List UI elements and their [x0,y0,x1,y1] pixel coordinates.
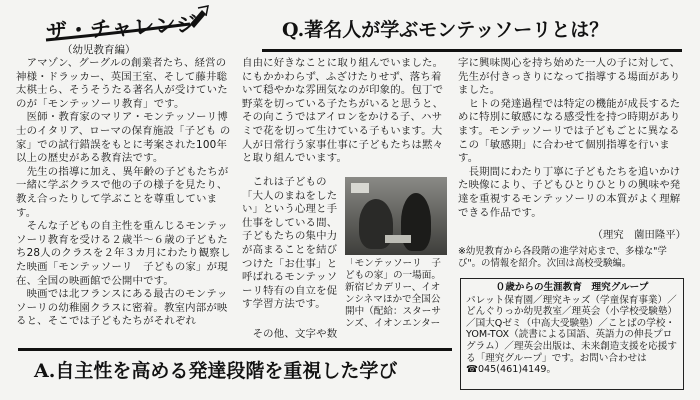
article-column-2-bottom: その他、文字や数 [242,328,338,340]
author-byline: （理究 薗田隆平） [592,229,686,241]
sponsor-body: パレット保育園／理究キッズ（学童保育事業）／どんぐりっか幼児教室／理英会（小学校受験塾）／国大Qゼミ（中高大受験塾）／ことばの学校・YOM-TOX（読書による国語、英語力の伸長プログラム）／理英会出版は、未来創造支援を応援する「理究グループ」です。お問い合わせは☎045(461)4149。 [466,294,678,376]
article-column-2-top: 自由に好きなことに取り組んでいました。にもかかわらず、ふざけたりせず、落ち着いて穏やかな雰囲気なのが印象的。包丁で野菜を切っている子たちがいると思うと、その向こうではアイロンをかける子、ハサミで花を切って生けている子もいます。大人が日常行う家事仕事に子どもたちは黙々と取り組んでいます。 [242,57,444,165]
answer-headline: A.自主性を高める発達段階を重視した学び [18,348,452,390]
sponsor-heading: ０歳からの生涯教育 理究グループ [495,282,649,293]
series-title: ザ・チャレンジ [45,12,199,44]
series-note: ※幼児教育から各段階の進学対応まで、多様な"学び"。の情報を紹介。次回は高校受験編。 [458,246,667,270]
article-column-1: アマゾン、グーグルの創業者たち、経営の神様・ドラッカー、英国王室、そして藤井聡太棋士ら、そうそうたる著名人が受けていたのが「モンテッソーリ教育」です。 医師・教育家のマリア・モンテッソーリ博士のイタリア、ローマの保育施設「子ども の家」での試行錯誤をもとに考案された100年以上の歴史がある教育法です。 先生の指導に加え、異年齢の子どもたちが一緒に学ぶクラスで他の子の様子を見たり、教え合ったりして学ぶことを尊重しています。 そんな子どもの自主性を重んじるモンテッソーリ教育を受ける２歳半〜６歳の子どもたち28人のクラスを２年３カ月にわたり観察した映画「モンテッソーリ 子どもの家」が現在、全国の映画館で公開中です。 映画では北フランスにある最古のモンテッソーリの幼稚園クラスに密着。教室内部が映ると、そこでは子どもたちがそれぞれ [16,57,231,328]
sponsor-info-box [460,278,684,390]
photo-caption: 「モンテッソーリ 子どもの家」の一場面。新宿ピカデリー、イオンシネマほかで全国公開中（配給：スターサンズ、イオンエンター [345,258,441,329]
article-column-3: 字に興味関心を持ち始めた一人の子に対して、先生が付きっきりになって指導する場面がありました。 ヒトの発達過程では特定の機能が成長するために特別に敏感になる感受性を持つ時期があります。モンテッソーリでは子どもごとに異なるこの「敏感期」に合わせて個別指導を行います。 長期間にわたり丁寧に子どもたちを追いかけた映像により、子どもひとりひとりの興味や発達を重視するモンテッソーリの本質がよく理解できる作品です。 [458,57,681,219]
series-subtitle: （幼児教育編） [62,44,136,56]
question-headline: Q.著名人が学ぶモンテッソーリとは？ [262,12,682,52]
film-still-photo [345,177,447,255]
article-column-2-middle: これは子どもの「大人のまねをしたい」という心理と手仕事をしている間、子どもたちの集中力が高まることを結びつけた「お仕事」と呼ばれるモンテッソーリ特有の自立を促す学習方法です。 [242,176,338,311]
